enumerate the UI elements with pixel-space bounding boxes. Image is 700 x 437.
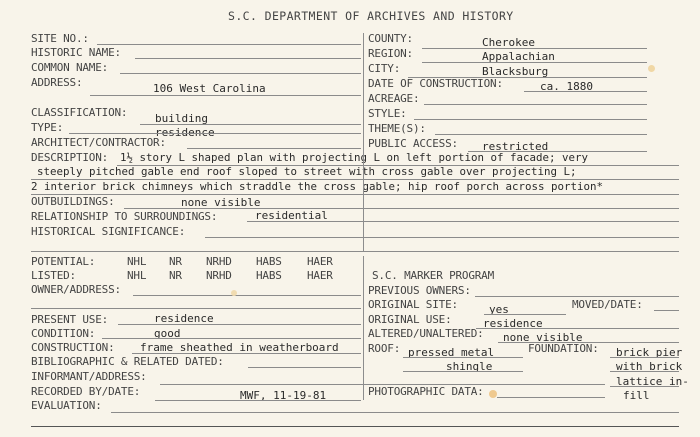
- construction-value: frame sheathed in weatherboard: [140, 341, 339, 354]
- original-site-line: [484, 314, 566, 315]
- column-divider-bottom: [363, 256, 364, 400]
- roof-value-line-2: shingle: [446, 360, 493, 373]
- public-access-label: PUBLIC ACCESS:: [368, 137, 458, 150]
- moved-date-line: [654, 310, 679, 311]
- listed-option-haer[interactable]: HAER: [307, 269, 333, 282]
- altered-value: none visible: [503, 331, 583, 344]
- common-name-line: [120, 73, 361, 74]
- description-line-1: 1½ story L shaped plan with projecting L on left portion of facade; very: [120, 151, 589, 164]
- marker-program-heading: S.C. MARKER PROGRAM: [372, 269, 495, 282]
- potential-label: POTENTIAL:: [31, 255, 96, 268]
- moved-date-label: MOVED/DATE:: [572, 298, 643, 311]
- informant-label: INFORMANT/ADDRESS:: [31, 370, 147, 383]
- style-line: [414, 119, 647, 120]
- condition-value: good: [154, 327, 181, 340]
- roof-line-1: [403, 357, 523, 358]
- site-no-label: SITE NO.:: [31, 32, 89, 45]
- date-of-construction-line: [524, 91, 647, 92]
- description-rule-3: [31, 194, 679, 195]
- significance-line-2: [31, 251, 679, 252]
- region-line: [422, 62, 647, 63]
- foundation-line-2: [610, 371, 679, 372]
- relationship-value: residential: [255, 209, 328, 222]
- address-line: [90, 95, 361, 96]
- present-use-value: residence: [154, 312, 214, 325]
- paper-stain: [648, 65, 655, 72]
- county-label: COUNTY:: [368, 32, 413, 45]
- condition-label: CONDITION:: [31, 327, 96, 340]
- description-line-2: steeply pitched gable end roof sloped to street with cross gable over projecting L;: [37, 165, 577, 178]
- architect-line: [187, 148, 361, 149]
- card-title: S.C. DEPARTMENT OF ARCHIVES AND HISTORY: [228, 9, 514, 23]
- themes-label: THEME(S):: [368, 122, 426, 135]
- themes-line: [435, 134, 647, 135]
- county-value: Cherokee: [482, 36, 535, 49]
- architect-label: ARCHITECT/CONTRACTOR:: [31, 136, 166, 149]
- construction-line: [132, 353, 361, 354]
- original-site-value: yes: [489, 303, 509, 316]
- foundation-label: FOUNDATION:: [528, 342, 599, 355]
- description-line-3: 2 interior brick chimneys which straddle the cross gable; hip roof porch across portion*: [31, 180, 604, 193]
- original-site-label: ORIGINAL SITE:: [368, 298, 458, 311]
- outbuildings-label: OUTBUILDINGS:: [31, 195, 115, 208]
- listed-label: LISTED:: [31, 269, 76, 282]
- altered-label: ALTERED/UNALTERED:: [368, 327, 484, 340]
- foundation-value-line-3: lattice in-: [616, 375, 689, 388]
- region-label: REGION:: [368, 47, 413, 60]
- classification-line: [140, 124, 361, 125]
- present-use-label: PRESENT USE:: [31, 313, 109, 326]
- condition-line: [102, 338, 361, 339]
- address-value: 106 West Carolina: [153, 82, 266, 95]
- evaluation-line: [111, 412, 679, 413]
- type-line: [69, 133, 361, 134]
- owner-address-line: [133, 295, 361, 296]
- previous-owners-line: [475, 296, 679, 297]
- potential-option-nrhd[interactable]: NRHD: [206, 255, 232, 268]
- date-of-construction-value: ca. 1880: [540, 80, 593, 93]
- acreage-line: [424, 104, 647, 105]
- site-no-line: [97, 44, 361, 45]
- public-access-value: restricted: [482, 140, 549, 153]
- significance-label: HISTORICAL SIGNIFICANCE:: [31, 225, 186, 238]
- foundation-value-line-2: with brick: [616, 360, 683, 373]
- original-use-line: [476, 328, 679, 329]
- roof-label: ROOF:: [368, 342, 401, 355]
- foundation-value-line-1: brick pier: [616, 346, 683, 359]
- outbuildings-line: [124, 208, 679, 209]
- style-label: STYLE:: [368, 107, 407, 120]
- bibliographic-label: BIBLIOGRAPHIC & RELATED DATED:: [31, 355, 224, 368]
- potential-option-nhl[interactable]: NHL: [127, 255, 147, 268]
- historic-name-label: HISTORIC NAME:: [31, 46, 121, 59]
- paper-stain: [231, 290, 237, 296]
- acreage-label: ACREAGE:: [368, 92, 420, 105]
- recorded-by-label: RECORDED BY/DATE:: [31, 385, 141, 398]
- original-use-label: ORIGINAL USE:: [368, 313, 452, 326]
- region-value: Appalachian: [482, 50, 555, 63]
- recorded-by-line: [155, 400, 361, 401]
- listed-option-nhl[interactable]: NHL: [127, 269, 147, 282]
- roof-line-2: [403, 371, 523, 372]
- city-label: CITY:: [368, 62, 401, 75]
- classification-value: building: [155, 112, 208, 125]
- potential-option-habs[interactable]: HABS: [256, 255, 282, 268]
- photographic-data-line: [497, 397, 605, 398]
- city-value: Blacksburg: [482, 65, 549, 78]
- address-label: ADDRESS:: [31, 76, 83, 89]
- description-label: DESCRIPTION:: [31, 151, 109, 164]
- classification-label: CLASSIFICATION:: [31, 106, 128, 119]
- owner-address-label: OWNER/ADDRESS:: [31, 283, 121, 296]
- potential-option-nr[interactable]: NR: [169, 255, 182, 268]
- potential-option-haer[interactable]: HAER: [307, 255, 333, 268]
- listed-option-nr[interactable]: NR: [169, 269, 182, 282]
- common-name-label: COMMON NAME:: [31, 61, 109, 74]
- listed-option-nrhd[interactable]: NRHD: [206, 269, 232, 282]
- significance-line: [205, 237, 679, 238]
- original-use-value: residence: [483, 317, 543, 330]
- present-use-line: [118, 324, 361, 325]
- owner-address-line-2: [31, 308, 361, 309]
- type-value: residence: [155, 126, 215, 139]
- roof-value-line-1: pressed metal: [408, 346, 495, 359]
- county-line: [422, 48, 647, 49]
- bibliographic-line: [248, 367, 361, 368]
- previous-owners-label: PREVIOUS OWNERS:: [368, 284, 471, 297]
- construction-label: CONSTRUCTION:: [31, 341, 115, 354]
- listed-option-habs[interactable]: HABS: [256, 269, 282, 282]
- type-label: TYPE:: [31, 121, 64, 134]
- paper-stain: [489, 390, 497, 398]
- foundation-line-1: [610, 357, 679, 358]
- foundation-value-line-4: fill: [623, 389, 650, 402]
- relationship-line: [247, 221, 679, 222]
- historic-name-line: [135, 58, 361, 59]
- foundation-line-3: [610, 386, 679, 387]
- evaluation-label: EVALUATION:: [31, 399, 102, 412]
- date-of-construction-label: DATE OF CONSTRUCTION:: [368, 77, 503, 90]
- outbuildings-value: none visible: [181, 196, 261, 209]
- photographic-data-label: PHOTOGRAPHIC DATA:: [368, 385, 484, 398]
- evaluation-line-2: [31, 426, 679, 427]
- column-divider-top: [363, 33, 364, 251]
- relationship-label: RELATIONSHIP TO SURROUNDINGS:: [31, 210, 218, 223]
- recorded-by-value: MWF, 11-19-81: [240, 389, 327, 402]
